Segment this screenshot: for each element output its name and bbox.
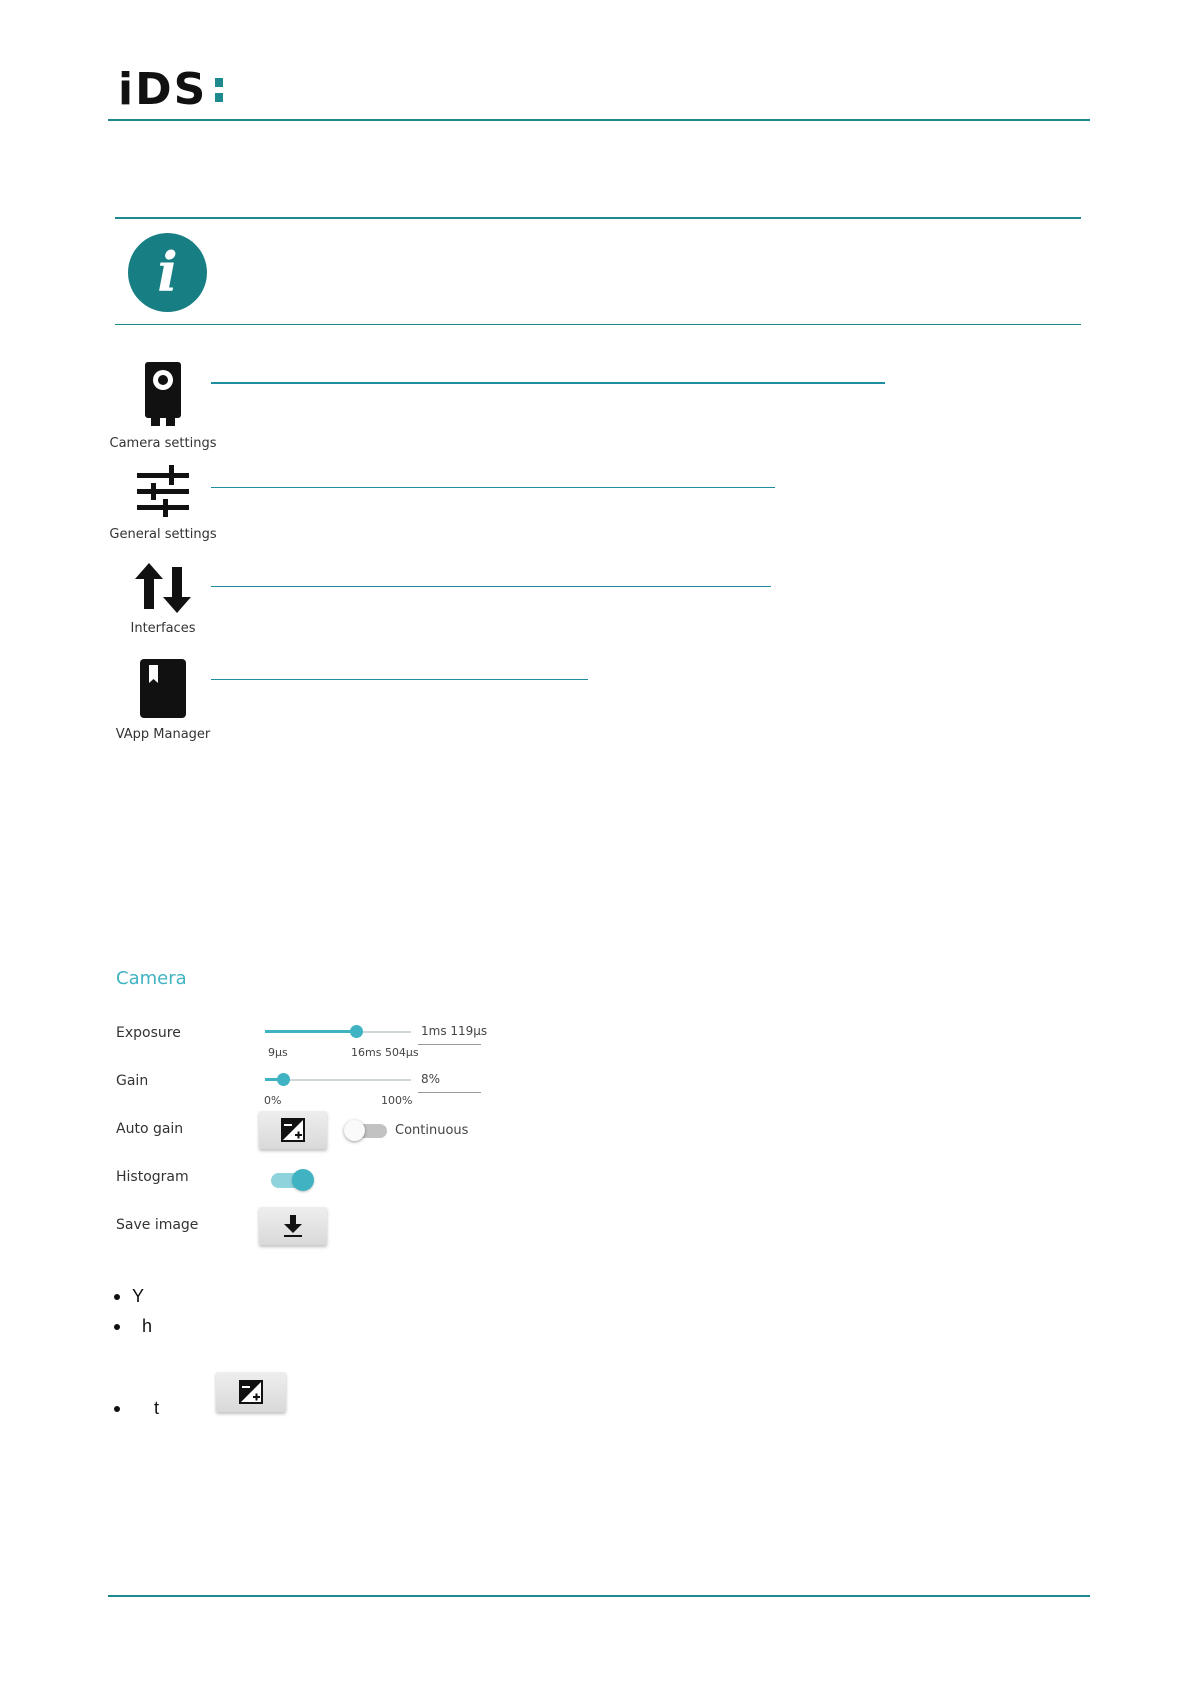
- bullet-item: [114, 1398, 159, 1419]
- header-divider: [108, 119, 1090, 121]
- nav-label: Interfaces: [130, 621, 196, 636]
- book-icon: [139, 659, 187, 719]
- nav-item-interfaces[interactable]: [108, 563, 218, 636]
- gain-label: Gain: [116, 1073, 149, 1089]
- bullet-item: [114, 1286, 144, 1307]
- nav-item-camera-settings[interactable]: [108, 362, 218, 451]
- nav-item-general-settings[interactable]: [108, 465, 218, 542]
- ids-logo: [118, 64, 223, 115]
- camera-icon: [143, 362, 183, 428]
- info-icon: i: [128, 233, 207, 312]
- continuous-toggle-label: Continuous: [395, 1123, 469, 1138]
- save-image-label: Save image: [116, 1217, 199, 1233]
- gain-value-underline: [418, 1092, 481, 1093]
- footer-divider: [108, 1595, 1090, 1597]
- auto-gain-button[interactable]: [259, 1111, 327, 1149]
- nav-label: General settings: [109, 527, 217, 542]
- auto-gain-button-inline[interactable]: [216, 1372, 286, 1412]
- bullet-text: Y: [132, 1286, 145, 1306]
- bullet-dot: [114, 1324, 120, 1330]
- download-icon: [282, 1214, 304, 1238]
- camera-panel-title: Camera: [116, 968, 187, 989]
- histogram-label: Histogram: [116, 1169, 189, 1185]
- exposure-label: Exposure: [116, 1025, 181, 1041]
- info-box-bottom-rule: [115, 324, 1081, 325]
- slider-thumb[interactable]: [277, 1073, 290, 1086]
- nav-item-vapp-manager[interactable]: [108, 659, 218, 742]
- exposure-max-label: 16ms 504µs: [351, 1046, 419, 1059]
- slider-fill: [265, 1030, 356, 1033]
- nav-label: Camera settings: [109, 436, 217, 451]
- up-down-arrows-icon: [133, 563, 193, 613]
- exposure-min-label: 9µs: [268, 1046, 288, 1059]
- auto-gain-label: Auto gain: [116, 1121, 184, 1137]
- bullet-dot: [114, 1406, 120, 1412]
- exposure-value[interactable]: 1ms 119µs: [421, 1024, 488, 1038]
- gain-value[interactable]: 8%: [421, 1072, 441, 1086]
- toggle-knob: [292, 1169, 314, 1191]
- logo-text: iDS: [118, 64, 208, 115]
- nav-link-line-1: [211, 382, 885, 384]
- gain-max-label: 100%: [381, 1094, 413, 1107]
- bullet-text: h: [142, 1316, 153, 1336]
- sliders-icon: [135, 465, 191, 519]
- bullet-item: [114, 1316, 152, 1337]
- nav-link-line-3: [211, 586, 771, 587]
- nav-link-line-2: [211, 487, 775, 488]
- exposure-compensation-icon: [280, 1117, 306, 1143]
- bullet-text: t: [154, 1398, 160, 1418]
- info-box-top-rule: [115, 217, 1081, 219]
- nav-link-line-4: [211, 679, 588, 680]
- gain-min-label: 0%: [264, 1094, 282, 1107]
- bullet-dot: [114, 1294, 120, 1300]
- logo-dots: [215, 78, 223, 102]
- slider-thumb[interactable]: [350, 1025, 363, 1038]
- nav-label: VApp Manager: [115, 727, 211, 742]
- exposure-compensation-icon: [238, 1379, 264, 1405]
- exposure-value-underline: [418, 1044, 481, 1045]
- toggle-knob: [344, 1120, 365, 1141]
- save-image-button[interactable]: [259, 1207, 327, 1245]
